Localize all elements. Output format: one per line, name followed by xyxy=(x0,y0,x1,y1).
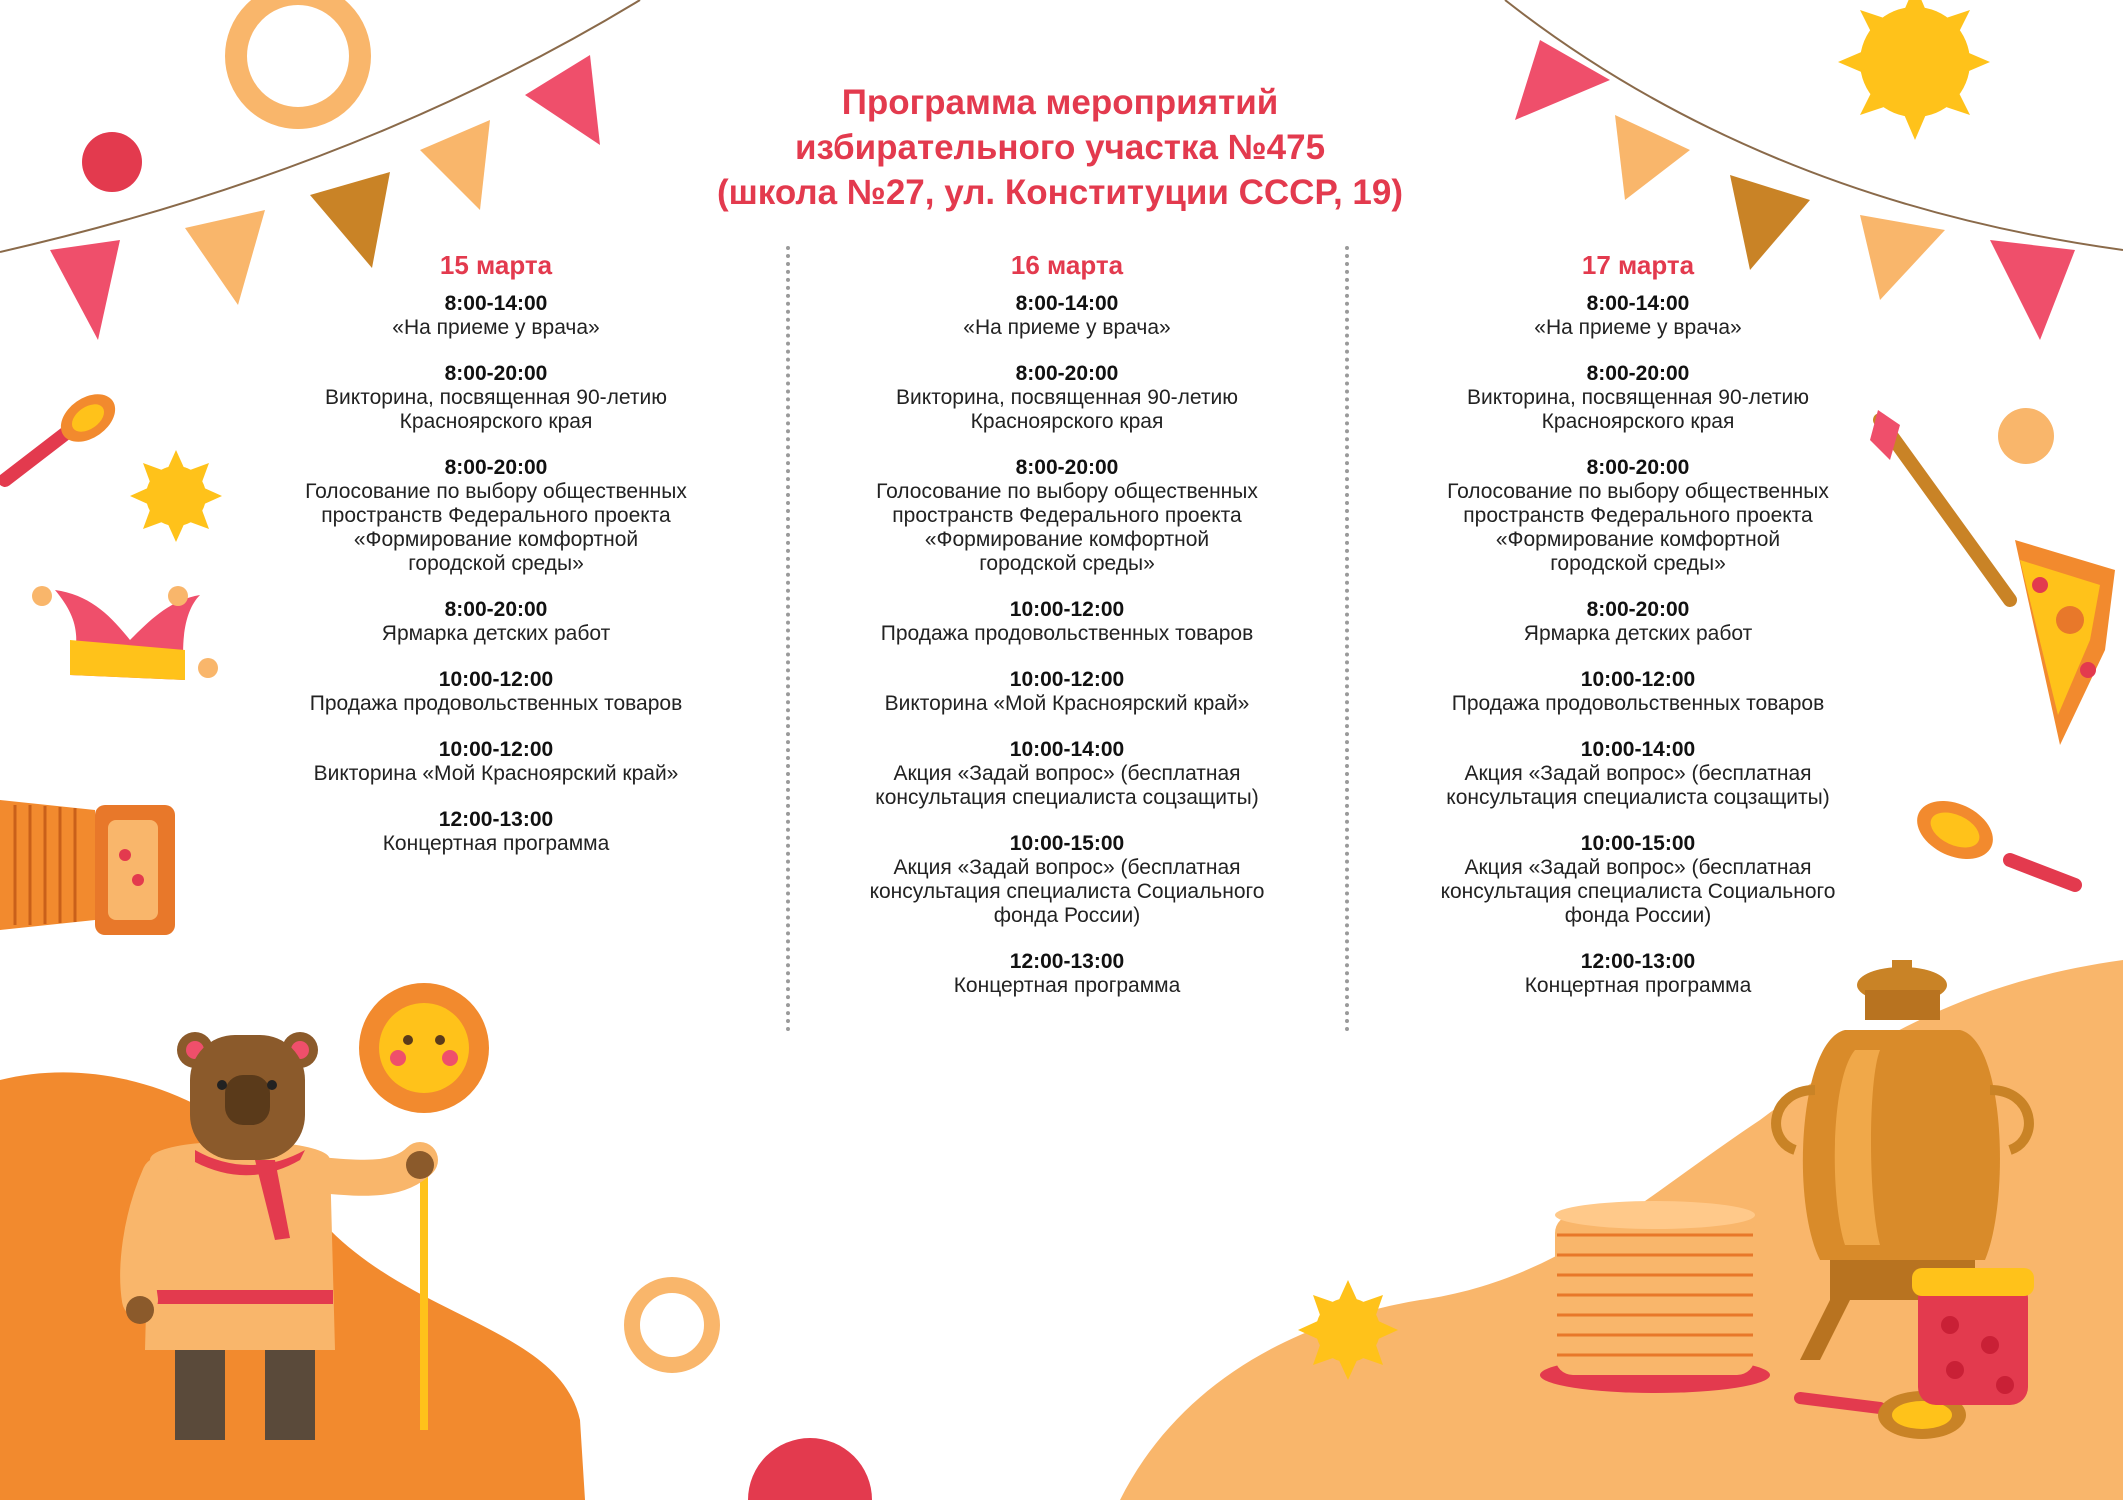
peach-dot xyxy=(1998,408,2054,464)
event-time: 10:00-14:00 xyxy=(1580,738,1696,761)
column-divider xyxy=(786,246,790,1032)
event-time: 8:00-20:00 xyxy=(1586,598,1690,621)
event-time: 10:00-12:00 xyxy=(1580,668,1696,691)
title-line: (школа №27, ул. Конституции СССР, 19) xyxy=(716,173,1404,212)
event-time: 8:00-14:00 xyxy=(444,292,548,315)
event-item xyxy=(236,738,756,786)
event-item xyxy=(1378,292,1898,340)
event-time: 8:00-20:00 xyxy=(1015,456,1119,479)
event-time: 10:00-12:00 xyxy=(438,668,554,691)
event-description: Голосование по выбору общественных пространств Федерального проекта «Формирование комфортной городской среды» xyxy=(876,480,1258,575)
event-item xyxy=(807,738,1327,810)
day-date: 15 марта xyxy=(439,250,553,280)
day-column xyxy=(236,248,756,878)
event-item xyxy=(807,950,1327,998)
event-description: Концертная программа xyxy=(1524,974,1752,997)
event-description: Концертная программа xyxy=(953,974,1181,997)
flag xyxy=(50,240,120,340)
event-description: Голосование по выбору общественных пространств Федерального проекта «Формирование комфортной городской среды» xyxy=(1447,480,1829,575)
event-item xyxy=(1378,738,1898,810)
event-item xyxy=(236,292,756,340)
event-item xyxy=(807,456,1327,576)
event-description: Акция «Задай вопрос» (бесплатная консультация специалиста соцзащиты) xyxy=(875,762,1259,809)
event-time: 8:00-20:00 xyxy=(1015,362,1119,385)
event-time: 8:00-20:00 xyxy=(1586,456,1690,479)
event-item xyxy=(807,292,1327,340)
event-description: Викторина, посвященная 90-летию Красноярского края xyxy=(325,386,667,433)
event-time: 10:00-15:00 xyxy=(1580,832,1696,855)
jam-jar xyxy=(1912,1268,2034,1405)
event-description: Акция «Задай вопрос» (бесплатная консультация специалиста соцзащиты) xyxy=(1446,762,1830,809)
event-description: Викторина «Мой Красноярский край» xyxy=(313,762,679,785)
sun-small-left xyxy=(130,450,222,542)
day-date: 17 марта xyxy=(1581,250,1695,280)
event-time: 12:00-13:00 xyxy=(438,808,554,831)
event-item xyxy=(236,808,756,856)
wooden-spoon-left xyxy=(5,384,124,480)
event-time: 10:00-12:00 xyxy=(1009,668,1125,691)
event-description: Акция «Задай вопрос» (бесплатная консультация специалиста Социального фонда России) xyxy=(1440,856,1836,927)
flag xyxy=(1990,240,2075,340)
event-description: «На приеме у врача» xyxy=(963,316,1171,339)
event-item xyxy=(236,362,756,434)
sun-top-right xyxy=(1838,0,1990,140)
event-item xyxy=(1378,668,1898,716)
event-description: Викторина, посвященная 90-летию Красноярского края xyxy=(1467,386,1809,433)
column-divider xyxy=(1345,246,1349,1032)
title-line: Программа мероприятий xyxy=(841,83,1279,122)
event-item xyxy=(236,598,756,646)
title-line: избирательного участка №475 xyxy=(794,128,1326,167)
event-item xyxy=(807,362,1327,434)
event-description: Викторина «Мой Красноярский край» xyxy=(884,692,1250,715)
event-time: 10:00-12:00 xyxy=(1009,598,1125,621)
ring-bottom xyxy=(632,1285,712,1365)
event-item xyxy=(1378,832,1898,928)
event-item xyxy=(1378,362,1898,434)
event-item xyxy=(1378,598,1898,646)
flag xyxy=(420,120,490,210)
event-time: 12:00-13:00 xyxy=(1009,950,1125,973)
sun-small-bottom xyxy=(1298,1280,1398,1380)
event-description: Акция «Задай вопрос» (бесплатная консультация специалиста Социального фонда России) xyxy=(869,856,1265,927)
event-time: 8:00-20:00 xyxy=(444,456,548,479)
event-time: 10:00-14:00 xyxy=(1009,738,1125,761)
accordion xyxy=(0,800,175,935)
event-time: 8:00-14:00 xyxy=(1586,292,1690,315)
event-description: «На приеме у врача» xyxy=(392,316,600,339)
day-column xyxy=(807,248,1327,1020)
event-item xyxy=(236,668,756,716)
event-description: Ярмарка детских работ xyxy=(1523,622,1753,645)
flag xyxy=(1615,115,1690,200)
day-date: 16 марта xyxy=(1010,250,1124,280)
event-time: 10:00-15:00 xyxy=(1009,832,1125,855)
jester-hat xyxy=(32,586,218,680)
event-description: Голосование по выбору общественных пространств Федерального проекта «Формирование комфортной городской среды» xyxy=(305,480,687,575)
event-description: Продажа продовольственных товаров xyxy=(1451,692,1825,715)
event-time: 12:00-13:00 xyxy=(1580,950,1696,973)
event-item xyxy=(807,668,1327,716)
pink-half-circle xyxy=(748,1438,872,1500)
pink-dot xyxy=(82,132,142,192)
event-description: Ярмарка детских работ xyxy=(381,622,611,645)
pancake-stack xyxy=(1540,1201,1770,1393)
day-column xyxy=(1378,248,1898,1020)
event-description: Викторина, посвященная 90-летию Красноярского края xyxy=(896,386,1238,433)
event-time: 8:00-20:00 xyxy=(1586,362,1690,385)
ring-top xyxy=(236,0,360,118)
event-description: Продажа продовольственных товаров xyxy=(309,692,683,715)
balalaika xyxy=(1870,410,2115,745)
event-time: 8:00-20:00 xyxy=(444,362,548,385)
event-item xyxy=(1378,456,1898,576)
event-item xyxy=(807,832,1327,928)
event-description: Концертная программа xyxy=(382,832,610,855)
event-description: Продажа продовольственных товаров xyxy=(880,622,1254,645)
event-time: 8:00-20:00 xyxy=(444,598,548,621)
wooden-spoon-right xyxy=(1908,790,2075,885)
event-item xyxy=(1378,950,1898,998)
event-description: «На приеме у врача» xyxy=(1534,316,1742,339)
event-time: 8:00-14:00 xyxy=(1015,292,1119,315)
event-time: 10:00-12:00 xyxy=(438,738,554,761)
page-title xyxy=(560,80,1560,215)
event-item xyxy=(807,598,1327,646)
event-item xyxy=(236,456,756,576)
